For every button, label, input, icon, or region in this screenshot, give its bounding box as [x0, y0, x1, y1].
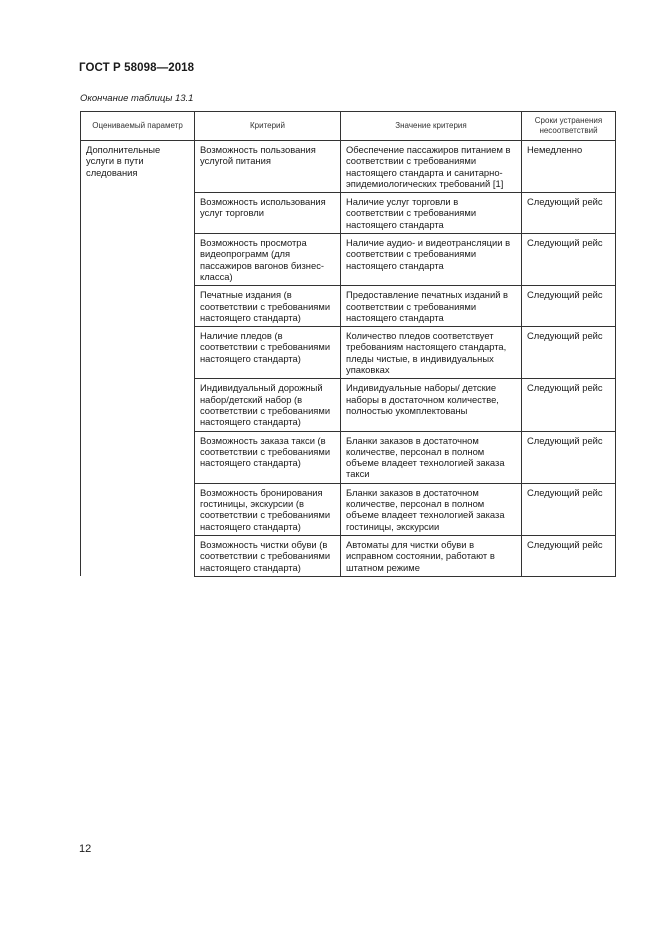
column-header-parameter: Оцениваемый параметр [81, 112, 195, 141]
criterion-cell: Возможность использования услуг торговли [195, 193, 341, 234]
column-header-criterion: Критерий [195, 112, 341, 141]
table-caption: Окончание таблицы 13.1 [80, 93, 194, 104]
value-cell: Предоставление печатных изданий в соответствии с требованиями настоящего стандарта [341, 286, 522, 327]
term-cell: Следующий рейс [522, 193, 616, 234]
criterion-cell: Возможность заказа такси (в соответствии с требованиями настоящего стандарта) [195, 431, 341, 483]
term-cell: Следующий рейс [522, 431, 616, 483]
term-cell: Следующий рейс [522, 286, 616, 327]
criterion-cell: Возможность бронирования гостиницы, экскурсии (в соответствии с требованиями настоящего стандарта) [195, 483, 341, 535]
column-header-term: Сроки устранения несоответствий [522, 112, 616, 141]
term-cell: Следующий рейс [522, 535, 616, 576]
value-cell: Автоматы для чистки обуви в исправном состоянии, работают в штатном режиме [341, 535, 522, 576]
criterion-cell: Возможность просмотра видеопрограмм (для пассажиров вагонов бизнес-класса) [195, 234, 341, 286]
criterion-cell: Наличие пледов (в соответствии с требованиями настоящего стандарта) [195, 327, 341, 379]
parameter-cell: Дополнительные услуги в пути следования [81, 141, 195, 577]
value-cell: Наличие услуг торговли в соответствии с требованиями настоящего стандарта [341, 193, 522, 234]
value-cell: Наличие аудио- и видеотрансляции в соответствии с требованиями настоящего стандарта [341, 234, 522, 286]
term-cell: Немедленно [522, 141, 616, 193]
criterion-cell: Возможность пользования услугой питания [195, 141, 341, 193]
criterion-cell: Возможность чистки обуви (в соответствии с требованиями настоящего стандарта) [195, 535, 341, 576]
document-id: ГОСТ Р 58098—2018 [79, 62, 195, 74]
criteria-table [80, 111, 616, 577]
value-cell: Количество пледов соответствует требованиям настоящего стандарта, пледы чистые, в индивидуальных упаковках [341, 327, 522, 379]
term-cell: Следующий рейс [522, 483, 616, 535]
value-cell: Обеспечение пассажиров питанием в соответствии с требованиями настоящего стандарта и санитарно-эпидемиологических требований [1] [341, 141, 522, 193]
value-cell: Индивидуальные наборы/ детские наборы в достаточном количестве, полностью укомплектованы [341, 379, 522, 431]
value-cell: Бланки заказов в достаточном количестве, персонал в полном объеме владеет технологией заказа гостиницы, экскурсии [341, 483, 522, 535]
table-row [81, 141, 616, 193]
term-cell: Следующий рейс [522, 234, 616, 286]
term-cell: Следующий рейс [522, 379, 616, 431]
column-header-value: Значение критерия [341, 112, 522, 141]
page-number: 12 [79, 843, 92, 855]
term-cell: Следующий рейс [522, 327, 616, 379]
table-header-row [81, 112, 616, 141]
criterion-cell: Индивидуальный дорожный набор/детский набор (в соответствии с требованиями настоящего стандарта) [195, 379, 341, 431]
criterion-cell: Печатные издания (в соответствии с требованиями настоящего стандарта) [195, 286, 341, 327]
value-cell: Бланки заказов в достаточном количестве, персонал в полном объеме владеет технологией заказа такси [341, 431, 522, 483]
